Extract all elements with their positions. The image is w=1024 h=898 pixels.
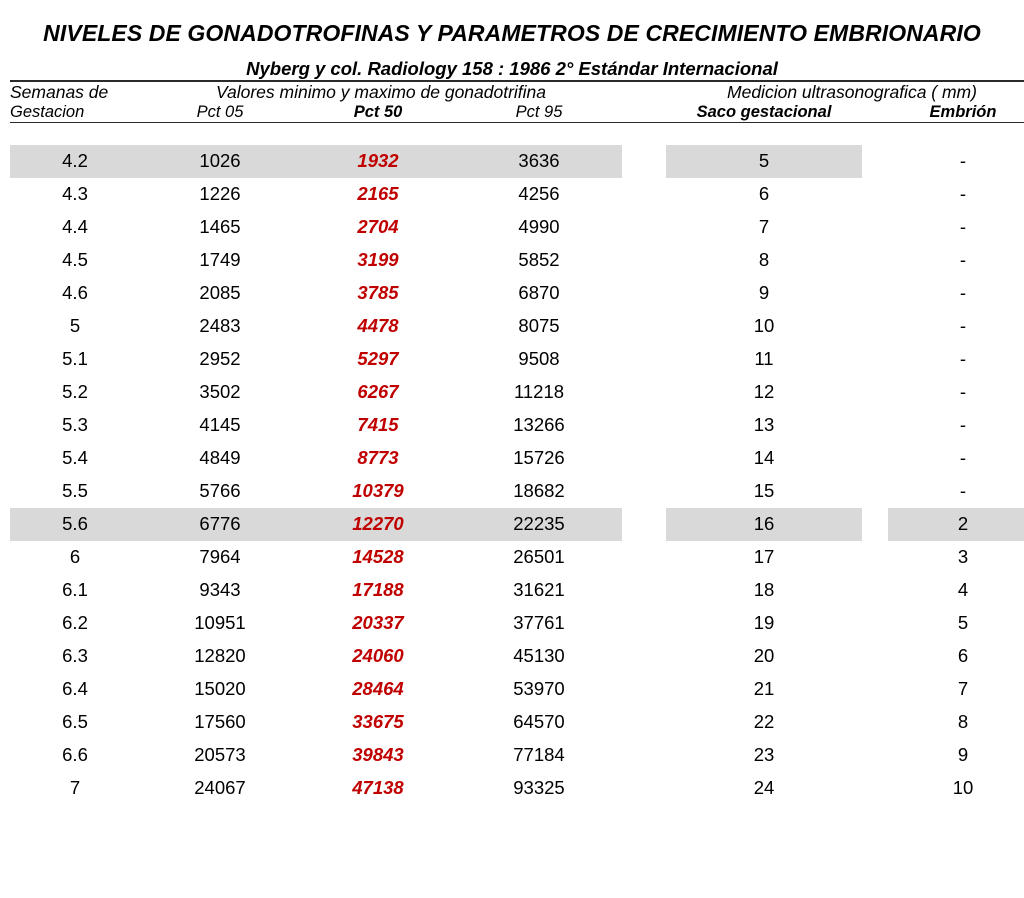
cell-pct95: 9508 bbox=[518, 348, 560, 370]
cell-pct50: 1932 bbox=[300, 145, 456, 178]
cell-embrion: 5 bbox=[957, 612, 969, 634]
cell-gap bbox=[622, 277, 666, 310]
cell-gap-2 bbox=[862, 211, 888, 244]
table-row bbox=[10, 772, 1024, 805]
header-gap-1 bbox=[622, 82, 666, 103]
cell-embrion: 9 bbox=[957, 744, 969, 766]
cell-pct95: 93325 bbox=[513, 777, 565, 799]
cell-gap-2 bbox=[862, 310, 888, 343]
table-header-row-1 bbox=[10, 82, 1024, 103]
cell-pct95: 77184 bbox=[513, 744, 565, 766]
cell-pct95: 5852 bbox=[518, 249, 560, 271]
cell-pct95: 37761 bbox=[513, 612, 565, 634]
cell-pct05: 5766 bbox=[199, 480, 241, 502]
table-row bbox=[10, 244, 1024, 277]
cell-saco-gestacional: 19 bbox=[753, 612, 775, 634]
cell-embrion: 7 bbox=[957, 678, 969, 700]
cell-pct50: 33675 bbox=[352, 711, 404, 733]
cell-gap bbox=[622, 211, 666, 244]
cell-pct05: 1749 bbox=[199, 249, 241, 271]
cell-gap-2 bbox=[862, 706, 888, 739]
cell-pct50: 17188 bbox=[352, 579, 404, 601]
cell-weeks: 6.2 bbox=[62, 612, 88, 634]
cell-pct05: 4849 bbox=[199, 447, 241, 469]
cell-pct05: 15020 bbox=[194, 678, 246, 700]
cell-embrion: - bbox=[959, 216, 967, 238]
cell-pct95: 3636 bbox=[456, 145, 622, 178]
cell-gap bbox=[622, 310, 666, 343]
cell-weeks: 4.3 bbox=[62, 183, 88, 205]
cell-pct50: 28464 bbox=[352, 678, 404, 700]
table-row bbox=[10, 409, 1024, 442]
cell-pct95: 11218 bbox=[513, 381, 565, 403]
header-gonadotropin-group: Valores minimo y maximo de gonadotrifina bbox=[215, 81, 547, 102]
cell-pct50: 3199 bbox=[357, 249, 399, 271]
cell-pct50: 12270 bbox=[300, 508, 456, 541]
table-row bbox=[10, 343, 1024, 376]
cell-weeks: 4.4 bbox=[62, 216, 88, 238]
cell-weeks: 4.6 bbox=[62, 282, 88, 304]
cell-embrion: 10 bbox=[952, 777, 974, 799]
cell-saco-gestacional: 17 bbox=[753, 546, 775, 568]
cell-gap-2 bbox=[862, 508, 888, 541]
header-saco-gestacional: Saco gestacional bbox=[696, 102, 832, 121]
cell-gap bbox=[622, 574, 666, 607]
cell-gap-2 bbox=[862, 244, 888, 277]
cell-pct50: 24060 bbox=[352, 645, 404, 667]
cell-pct95: 26501 bbox=[513, 546, 565, 568]
cell-embrion: - bbox=[959, 480, 967, 502]
table-row bbox=[10, 277, 1024, 310]
cell-weeks: 5.1 bbox=[62, 348, 88, 370]
cell-saco-gestacional: 24 bbox=[753, 777, 775, 799]
cell-weeks: 5.3 bbox=[62, 414, 88, 436]
table-row bbox=[10, 640, 1024, 673]
table-row bbox=[10, 706, 1024, 739]
cell-gap bbox=[622, 244, 666, 277]
cell-pct50: 20337 bbox=[352, 612, 404, 634]
cell-gap-2 bbox=[862, 739, 888, 772]
cell-pct50: 2165 bbox=[357, 183, 399, 205]
cell-embrion: 4 bbox=[957, 579, 969, 601]
cell-gap bbox=[622, 508, 666, 541]
header-gap-3 bbox=[862, 103, 888, 123]
cell-embrion: 8 bbox=[957, 711, 969, 733]
cell-pct05: 7964 bbox=[199, 546, 241, 568]
cell-gap-2 bbox=[862, 541, 888, 574]
cell-pct95: 4256 bbox=[518, 183, 560, 205]
cell-pct50: 3785 bbox=[357, 282, 399, 304]
cell-embrion: - bbox=[959, 183, 967, 205]
table-header-row-2 bbox=[10, 103, 1024, 123]
cell-embrion: - bbox=[959, 381, 967, 403]
cell-embrion: - bbox=[959, 414, 967, 436]
cell-pct05: 10951 bbox=[194, 612, 246, 634]
cell-pct05: 12820 bbox=[194, 645, 246, 667]
table-row bbox=[10, 475, 1024, 508]
table-row bbox=[10, 376, 1024, 409]
cell-pct05: 2085 bbox=[199, 282, 241, 304]
cell-saco-gestacional: 14 bbox=[753, 447, 775, 469]
table-spacer bbox=[10, 123, 1024, 145]
cell-pct95: 31621 bbox=[513, 579, 565, 601]
cell-pct50: 10379 bbox=[352, 480, 404, 502]
cell-pct50: 6267 bbox=[357, 381, 399, 403]
cell-pct50: 8773 bbox=[357, 447, 399, 469]
header-weeks-line1: Semanas de bbox=[10, 81, 109, 102]
cell-weeks: 5.4 bbox=[62, 447, 88, 469]
cell-saco-gestacional: 21 bbox=[753, 678, 775, 700]
table-row bbox=[10, 541, 1024, 574]
table-row bbox=[10, 673, 1024, 706]
cell-saco-gestacional: 23 bbox=[753, 744, 775, 766]
table-row bbox=[10, 442, 1024, 475]
title-block bbox=[10, 20, 1014, 80]
cell-pct50: 7415 bbox=[357, 414, 399, 436]
cell-gap bbox=[622, 673, 666, 706]
cell-weeks: 6.4 bbox=[62, 678, 88, 700]
cell-weeks: 6.1 bbox=[62, 579, 88, 601]
cell-gap bbox=[622, 376, 666, 409]
header-pct95: Pct 95 bbox=[515, 102, 563, 121]
cell-pct05: 2483 bbox=[199, 315, 241, 337]
table-row bbox=[10, 508, 1024, 541]
cell-weeks: 5 bbox=[69, 315, 81, 337]
cell-pct05: 9343 bbox=[199, 579, 241, 601]
cell-weeks: 6.3 bbox=[62, 645, 88, 667]
cell-gap-2 bbox=[862, 376, 888, 409]
cell-saco-gestacional: 18 bbox=[753, 579, 775, 601]
cell-pct05: 24067 bbox=[194, 777, 246, 799]
cell-pct05: 3502 bbox=[199, 381, 241, 403]
cell-gap-2 bbox=[862, 145, 888, 178]
cell-pct50: 39843 bbox=[352, 744, 404, 766]
cell-pct50: 5297 bbox=[357, 348, 399, 370]
cell-weeks: 5.6 bbox=[10, 508, 140, 541]
cell-weeks: 4.5 bbox=[62, 249, 88, 271]
cell-saco-gestacional: 13 bbox=[753, 414, 775, 436]
cell-gap-2 bbox=[862, 640, 888, 673]
cell-gap bbox=[622, 541, 666, 574]
cell-pct50: 4478 bbox=[357, 315, 399, 337]
cell-pct05: 1026 bbox=[140, 145, 300, 178]
cell-embrion: - bbox=[959, 282, 967, 304]
cell-gap bbox=[622, 178, 666, 211]
cell-embrion: 3 bbox=[957, 546, 969, 568]
cell-embrion: - bbox=[959, 150, 967, 172]
cell-gap-2 bbox=[862, 409, 888, 442]
cell-weeks: 5.5 bbox=[62, 480, 88, 502]
document-subtitle: Nyberg y col. Radiology 158 : 1986 2° Estándar Internacional bbox=[246, 58, 778, 80]
table-row bbox=[10, 211, 1024, 244]
cell-weeks: 6 bbox=[69, 546, 81, 568]
cell-weeks: 4.2 bbox=[10, 145, 140, 178]
cell-gap bbox=[622, 343, 666, 376]
document-title: NIVELES DE GONADOTROFINAS Y PARAMETROS DE CRECIMIENTO EMBRIONARIO bbox=[43, 20, 981, 46]
cell-saco-gestacional: 11 bbox=[754, 348, 774, 370]
cell-gap bbox=[622, 607, 666, 640]
table-row bbox=[10, 178, 1024, 211]
cell-pct05: 6776 bbox=[140, 508, 300, 541]
cell-pct05: 4145 bbox=[199, 414, 241, 436]
cell-gap-2 bbox=[862, 178, 888, 211]
header-pct05: Pct 05 bbox=[196, 102, 244, 121]
cell-pct95: 45130 bbox=[513, 645, 565, 667]
cell-saco-gestacional: 6 bbox=[758, 183, 770, 205]
cell-gap-2 bbox=[862, 442, 888, 475]
gonadotropin-growth-table bbox=[10, 80, 1024, 805]
cell-pct95: 64570 bbox=[513, 711, 565, 733]
cell-pct95: 4990 bbox=[518, 216, 560, 238]
cell-saco-gestacional: 12 bbox=[753, 381, 775, 403]
cell-pct50: 2704 bbox=[357, 216, 399, 238]
cell-gap bbox=[622, 442, 666, 475]
cell-embrion: - bbox=[959, 348, 967, 370]
header-pct50: Pct 50 bbox=[353, 102, 403, 121]
cell-weeks: 6.6 bbox=[62, 744, 88, 766]
cell-saco-gestacional: 7 bbox=[758, 216, 770, 238]
cell-gap-2 bbox=[862, 772, 888, 805]
cell-pct05: 20573 bbox=[194, 744, 246, 766]
cell-embrion: 6 bbox=[957, 645, 969, 667]
cell-saco-gestacional: 5 bbox=[666, 145, 862, 178]
cell-pct95: 13266 bbox=[513, 414, 565, 436]
cell-embrion: - bbox=[959, 447, 967, 469]
table-body bbox=[10, 81, 1024, 805]
table-row bbox=[10, 310, 1024, 343]
header-gap-2 bbox=[622, 103, 666, 123]
cell-gap-2 bbox=[862, 673, 888, 706]
cell-pct05: 17560 bbox=[194, 711, 246, 733]
cell-weeks: 7 bbox=[69, 777, 81, 799]
cell-pct50: 47138 bbox=[352, 777, 404, 799]
cell-saco-gestacional: 22 bbox=[753, 711, 775, 733]
cell-gap bbox=[622, 475, 666, 508]
cell-gap bbox=[622, 145, 666, 178]
cell-gap bbox=[622, 772, 666, 805]
cell-weeks: 6.5 bbox=[62, 711, 88, 733]
cell-pct50: 14528 bbox=[352, 546, 404, 568]
cell-pct05: 2952 bbox=[199, 348, 241, 370]
cell-pct95: 6870 bbox=[518, 282, 560, 304]
cell-saco-gestacional: 15 bbox=[753, 480, 775, 502]
cell-saco-gestacional: 16 bbox=[666, 508, 862, 541]
cell-pct95: 22235 bbox=[456, 508, 622, 541]
cell-pct95: 53970 bbox=[513, 678, 565, 700]
cell-saco-gestacional: 20 bbox=[753, 645, 775, 667]
header-weeks-line2: Gestacion bbox=[10, 102, 85, 121]
cell-pct05: 1465 bbox=[199, 216, 241, 238]
cell-saco-gestacional: 8 bbox=[758, 249, 770, 271]
cell-pct95: 18682 bbox=[513, 480, 565, 502]
table-row bbox=[10, 145, 1024, 178]
cell-embrion: - bbox=[959, 249, 967, 271]
cell-gap-2 bbox=[862, 475, 888, 508]
cell-gap-2 bbox=[862, 607, 888, 640]
cell-saco-gestacional: 10 bbox=[753, 315, 775, 337]
table-row bbox=[10, 739, 1024, 772]
table-row bbox=[10, 574, 1024, 607]
cell-gap-2 bbox=[862, 277, 888, 310]
header-embrion: Embrión bbox=[929, 102, 997, 121]
cell-gap bbox=[622, 640, 666, 673]
cell-pct95: 15726 bbox=[513, 447, 565, 469]
cell-gap bbox=[622, 739, 666, 772]
cell-embrion: 2 bbox=[888, 508, 1024, 541]
cell-pct05: 1226 bbox=[199, 183, 241, 205]
table-row bbox=[10, 607, 1024, 640]
cell-gap-2 bbox=[862, 574, 888, 607]
cell-gap bbox=[622, 706, 666, 739]
cell-gap-2 bbox=[862, 343, 888, 376]
cell-embrion: - bbox=[959, 315, 967, 337]
cell-gap bbox=[622, 409, 666, 442]
cell-pct95: 8075 bbox=[518, 315, 560, 337]
header-ultrasound-group: Medicion ultrasonografica ( mm) bbox=[727, 81, 977, 102]
cell-weeks: 5.2 bbox=[62, 381, 88, 403]
cell-saco-gestacional: 9 bbox=[758, 282, 770, 304]
